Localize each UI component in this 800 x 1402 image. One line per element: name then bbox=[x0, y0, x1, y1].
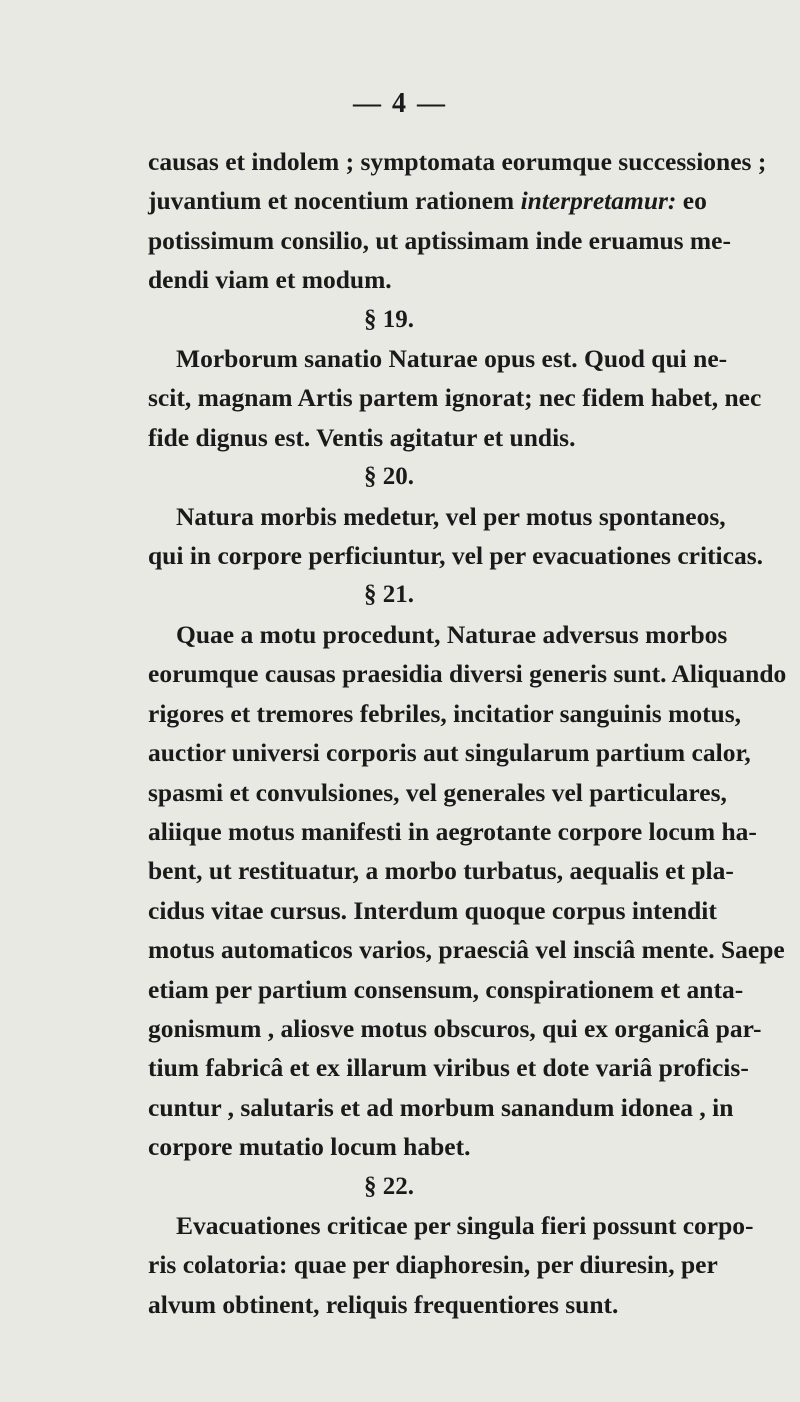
text-line: dendi viam et modum. bbox=[148, 265, 392, 295]
text-line bbox=[148, 181, 707, 220]
text-line: qui in corpore perficiuntur, vel per evacuationes criticas. bbox=[148, 541, 764, 571]
text-line: tium fabricâ et ex illarum viribus et dote variâ proficis- bbox=[148, 1053, 749, 1083]
text-line: cidus vitae cursus. Interdum quoque corpus intendit bbox=[148, 895, 717, 925]
paragraph-19 bbox=[148, 339, 762, 457]
text-line: aliique motus manifesti in aegrotante corpore locum ha- bbox=[148, 816, 757, 846]
text-line: eorumque causas praesidia diversi generis sunt. Aliquando bbox=[148, 659, 787, 689]
paragraph-22 bbox=[148, 1206, 754, 1324]
text-line: Quae a motu procedunt, Naturae adversus morbos bbox=[176, 619, 728, 649]
italic-word: interpretamur: bbox=[520, 186, 677, 216]
text-line: scit, magnam Artis partem ignorat; nec fidem habet, nec bbox=[148, 383, 762, 413]
text-line: auctior universi corporis aut singularum partium calor, bbox=[148, 738, 751, 768]
text-line: gonismum , aliosve motus obscuros, qui ex organicâ par- bbox=[148, 1013, 762, 1043]
text-line: fide dignus est. Ventis agitatur et undis. bbox=[148, 422, 576, 452]
text-line: causas et indolem ; symptomata eorumque successiones ; bbox=[148, 147, 767, 176]
text-line: Morborum sanatio Naturae opus est. Quod qui ne- bbox=[176, 344, 728, 374]
section-heading-19: § 19. bbox=[364, 305, 414, 333]
paragraph-20 bbox=[148, 497, 764, 576]
text-line: corpore mutatio locum habet. bbox=[148, 1132, 471, 1162]
text-line: ris colatoria: quae per diaphoresin, per diuresin, per bbox=[148, 1250, 718, 1280]
text-line: bent, ut restituatur, a morbo turbatus, aequalis et pla- bbox=[148, 856, 734, 886]
page-number: — 4 — bbox=[353, 88, 447, 119]
text-line: alvum obtinent, reliquis frequentiores sunt. bbox=[148, 1289, 619, 1319]
section-heading-22: § 22. bbox=[364, 1172, 414, 1200]
text-line: rigores et tremores febriles, incitatior sanguinis motus, bbox=[148, 698, 742, 728]
text-line: potissimum consilio, ut aptissimam inde eruamus me- bbox=[148, 225, 731, 255]
text-line: Evacuationes criticae per singula fieri possunt corpo- bbox=[176, 1210, 754, 1240]
paragraph-21 bbox=[148, 615, 787, 1167]
section-heading-20: § 20. bbox=[364, 463, 414, 491]
text-line: spasmi et convulsiones, vel generales vel particulares, bbox=[148, 777, 727, 807]
paragraph-continued bbox=[148, 142, 767, 300]
text-line: Natura morbis medetur, vel per motus spontaneos, bbox=[176, 501, 726, 531]
section-heading-21: § 21. bbox=[364, 581, 414, 609]
text-line: motus automaticos varios, praesciâ vel insciâ mente. Saepe bbox=[148, 935, 785, 965]
text-segment: juvantium et nocentium rationem bbox=[148, 186, 521, 216]
main-text bbox=[148, 142, 787, 1324]
text-segment: eo bbox=[676, 186, 707, 216]
text-line: etiam per partium consensum, conspirationem et anta- bbox=[148, 974, 744, 1004]
text-line: cuntur , salutaris et ad morbum sanandum idonea , in bbox=[148, 1092, 734, 1122]
